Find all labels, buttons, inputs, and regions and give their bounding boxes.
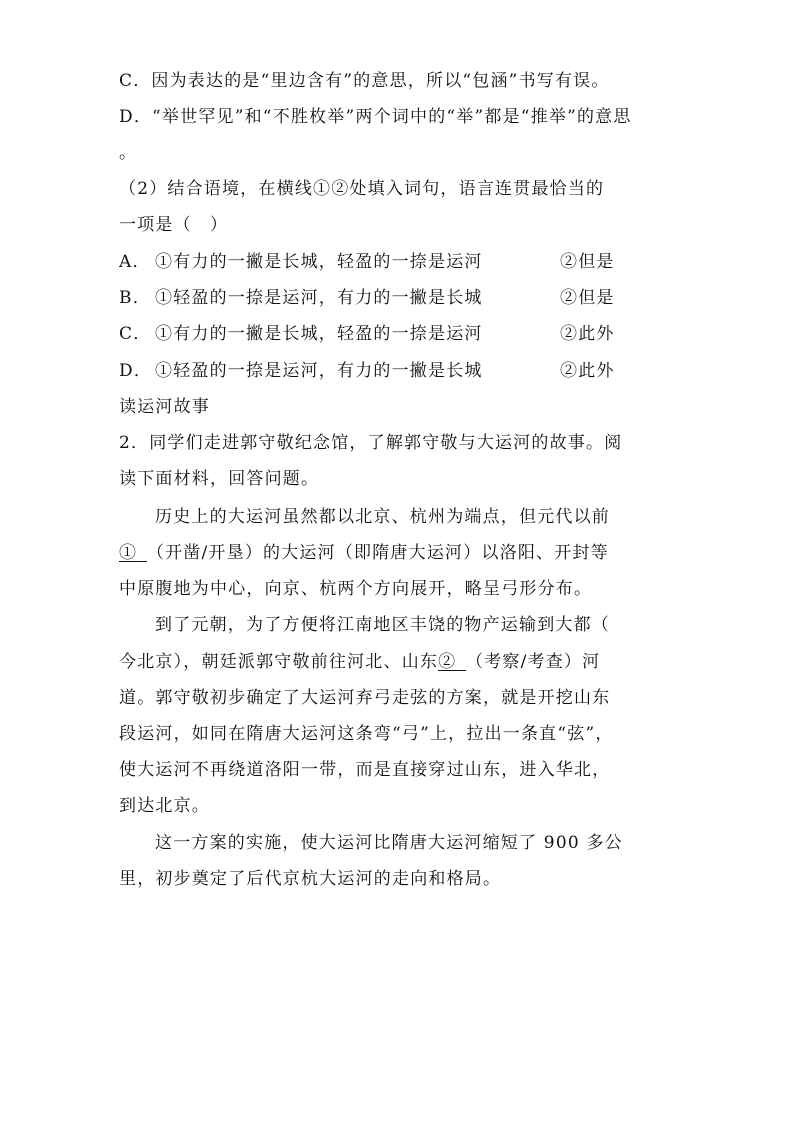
- passage-p2-line6: 到达北京。: [119, 796, 210, 816]
- question2-line2: 读下面材料，回答问题。: [119, 469, 320, 489]
- q2-option-a: [119, 251, 483, 273]
- blank-2: ②: [438, 652, 457, 672]
- passage-p1-line3: 中原腹地为中心，向京、杭两个方向展开，略呈弓形分布。: [119, 579, 593, 599]
- passage-p2-line4: 段运河，如同在隋唐大运河这条弯“弓”上，拉出一条直“弦”，: [119, 724, 614, 744]
- q1-option-d-line1: D．“举世罕见”和“不胜枚举”两个词中的“举”都是“推举”的意思: [119, 107, 632, 127]
- q2-option-c: [119, 323, 483, 345]
- q2-stem-line2: 一项是（ ）: [119, 215, 229, 235]
- q1-option-d-line2: 。: [119, 143, 138, 163]
- q2-option-d: [119, 360, 483, 382]
- q2-option-d-second: ②此外: [560, 361, 615, 381]
- passage-p2-line2: [119, 651, 600, 673]
- option-first-text: ①有力的一撇是长城，轻盈的一捺是运河: [155, 252, 483, 272]
- option-first-text: ①轻盈的一捺是运河，有力的一撇是长城: [155, 361, 483, 381]
- blank-1: ①: [119, 543, 138, 563]
- passage-p3-line2: 里，初步奠定了后代京杭大运河的走向和格局。: [119, 869, 502, 889]
- passage-text: 今北京），朝廷派郭守敬前往河北、山东: [119, 652, 439, 672]
- option-letter: D．: [119, 361, 153, 381]
- question2-line1: 2．同学们走进郭守敬纪念馆，了解郭守敬与大运河的故事。阅: [119, 433, 623, 453]
- option-letter: C．: [119, 324, 152, 344]
- passage-p3-line1: 这一方案的实施，使大运河比隋唐大运河缩短了 900 多公: [155, 833, 623, 853]
- q1-option-c: C．因为表达的是“里边含有”的意思，所以“包涵”书写有误。: [119, 71, 610, 91]
- option-letter: B．: [119, 288, 151, 308]
- passage-p2-line1: 到了元朝，为了方便将江南地区丰饶的物产运输到大都（: [155, 615, 610, 635]
- passage-text: （考察/考查）河: [466, 652, 601, 672]
- q2-stem-line1: （2）结合语境，在横线①②处填入词句，语言连贯最恰当的: [119, 179, 605, 199]
- passage-p1-line1: 历史上的大运河虽然都以北京、杭州为端点，但元代以前: [155, 507, 610, 527]
- option-first-text: ①轻盈的一捺是运河，有力的一撇是长城: [155, 288, 483, 308]
- q2-option-c-second: ②此外: [560, 324, 615, 344]
- passage-p1-line2: [119, 542, 609, 564]
- q2-option-b-second: ②但是: [560, 288, 615, 308]
- passage-text: （开凿/开垦）的大运河（即隋唐大运河）以洛阳、开封等: [146, 543, 609, 563]
- option-letter: A．: [119, 252, 151, 272]
- q2-option-b: [119, 287, 483, 309]
- passage-p2-line5: 使大运河不再绕道洛阳一带，而是直接穿过山东，进入华北，: [119, 760, 611, 780]
- passage-p2-line3: 道。郭守敬初步确定了大运河弃弓走弦的方案，就是开挖山东: [119, 688, 611, 708]
- section-title: 读运河故事: [119, 397, 210, 417]
- option-first-text: ①有力的一撇是长城，轻盈的一捺是运河: [155, 324, 483, 344]
- q2-option-a-second: ②但是: [560, 252, 615, 272]
